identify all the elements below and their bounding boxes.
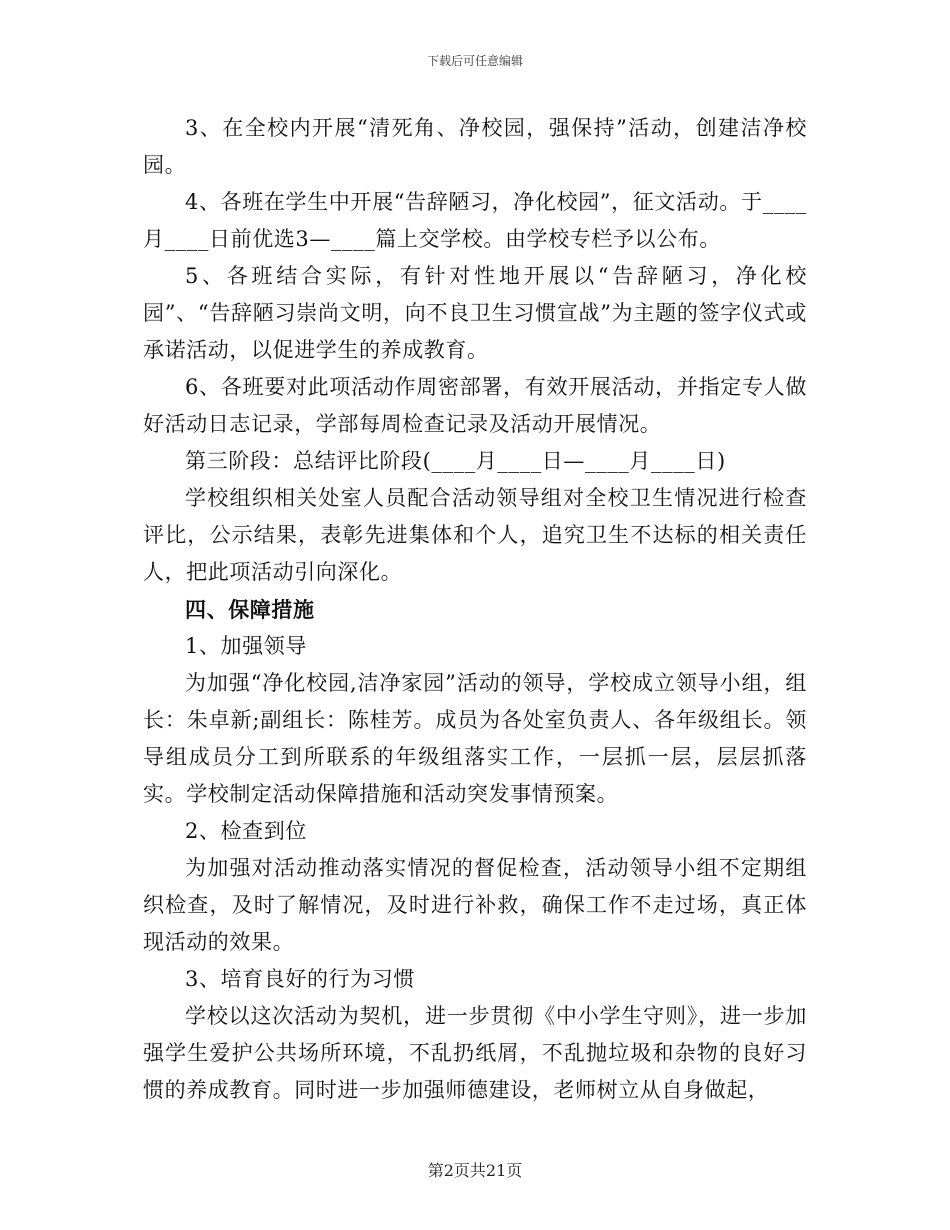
page-footer: 第2页共21页: [427, 1161, 523, 1180]
paragraph-item-5: 5、各班结合实际，有针对性地开展以“告辞陋习，净化校园”、“告辞陋习崇尚文明，向不良卫生习惯宣战”为主题的签字仪式或承诺活动，以促进学生的养成教育。: [143, 264, 807, 362]
subheading-inspection: 2、检查到位: [185, 819, 307, 843]
stage-three-body: 学校组织相关处室人员配合活动领导组对全校卫生情况进行检查评比，公示结果，表彰先进集体和个人，追究卫生不达标的相关责任人，把此项活动引向深化。: [143, 486, 807, 584]
inspection-body: 为加强对活动推动落实情况的督促检查，活动领导小组不定期组织检查，及时了解情况，及时进行补救，确保工作不走过场，真正体现活动的效果。: [143, 856, 807, 954]
leadership-body: 为加强“净化校园,洁净家园”活动的领导，学校成立领导小组，组长：朱卓新;副组长：陈桂芳。成员为各处室负责人、各年级组长。领导组成员分工到所联系的年级组落实工作，一层抓一层，层层抓落实。学校制定活动保障措施和活动突发事情预案。: [143, 671, 807, 806]
paragraph-item-3: 3、在全校内开展“清死角、净校园，强保持”活动，创建洁净校园。: [143, 116, 807, 177]
document-body: [143, 110, 807, 1109]
section-heading-safeguards: 四、保障措施: [185, 597, 315, 622]
subheading-habits: 3、培育良好的行为习惯: [185, 967, 415, 991]
stage-three-title: 第三阶段：总结评比阶段(____月____日—____月____日): [185, 449, 726, 473]
page-header: 下载后可任意编辑: [426, 54, 523, 68]
paragraph-item-6: 6、各班要对此项活动作周密部署，有效开展活动，并指定专人做好活动日志记录，学部每周检查记录及活动开展情况。: [143, 375, 807, 436]
paragraph-item-4: 4、各班在学生中开展“告辞陋习，净化校园”，征文活动。于____月____日前优选3—____篇上交学校。由学校专栏予以公布。: [143, 190, 807, 251]
subheading-leadership: 1、加强领导: [185, 634, 307, 658]
habits-body: 学校以这次活动为契机，进一步贯彻《中小学生守则》，进一步加强学生爱护公共场所环境，不乱扔纸屑，不乱抛垃圾和杂物的良好习惯的养成教育。同时进一步加强师德建设，老师树立从自身做起，: [143, 1004, 807, 1102]
